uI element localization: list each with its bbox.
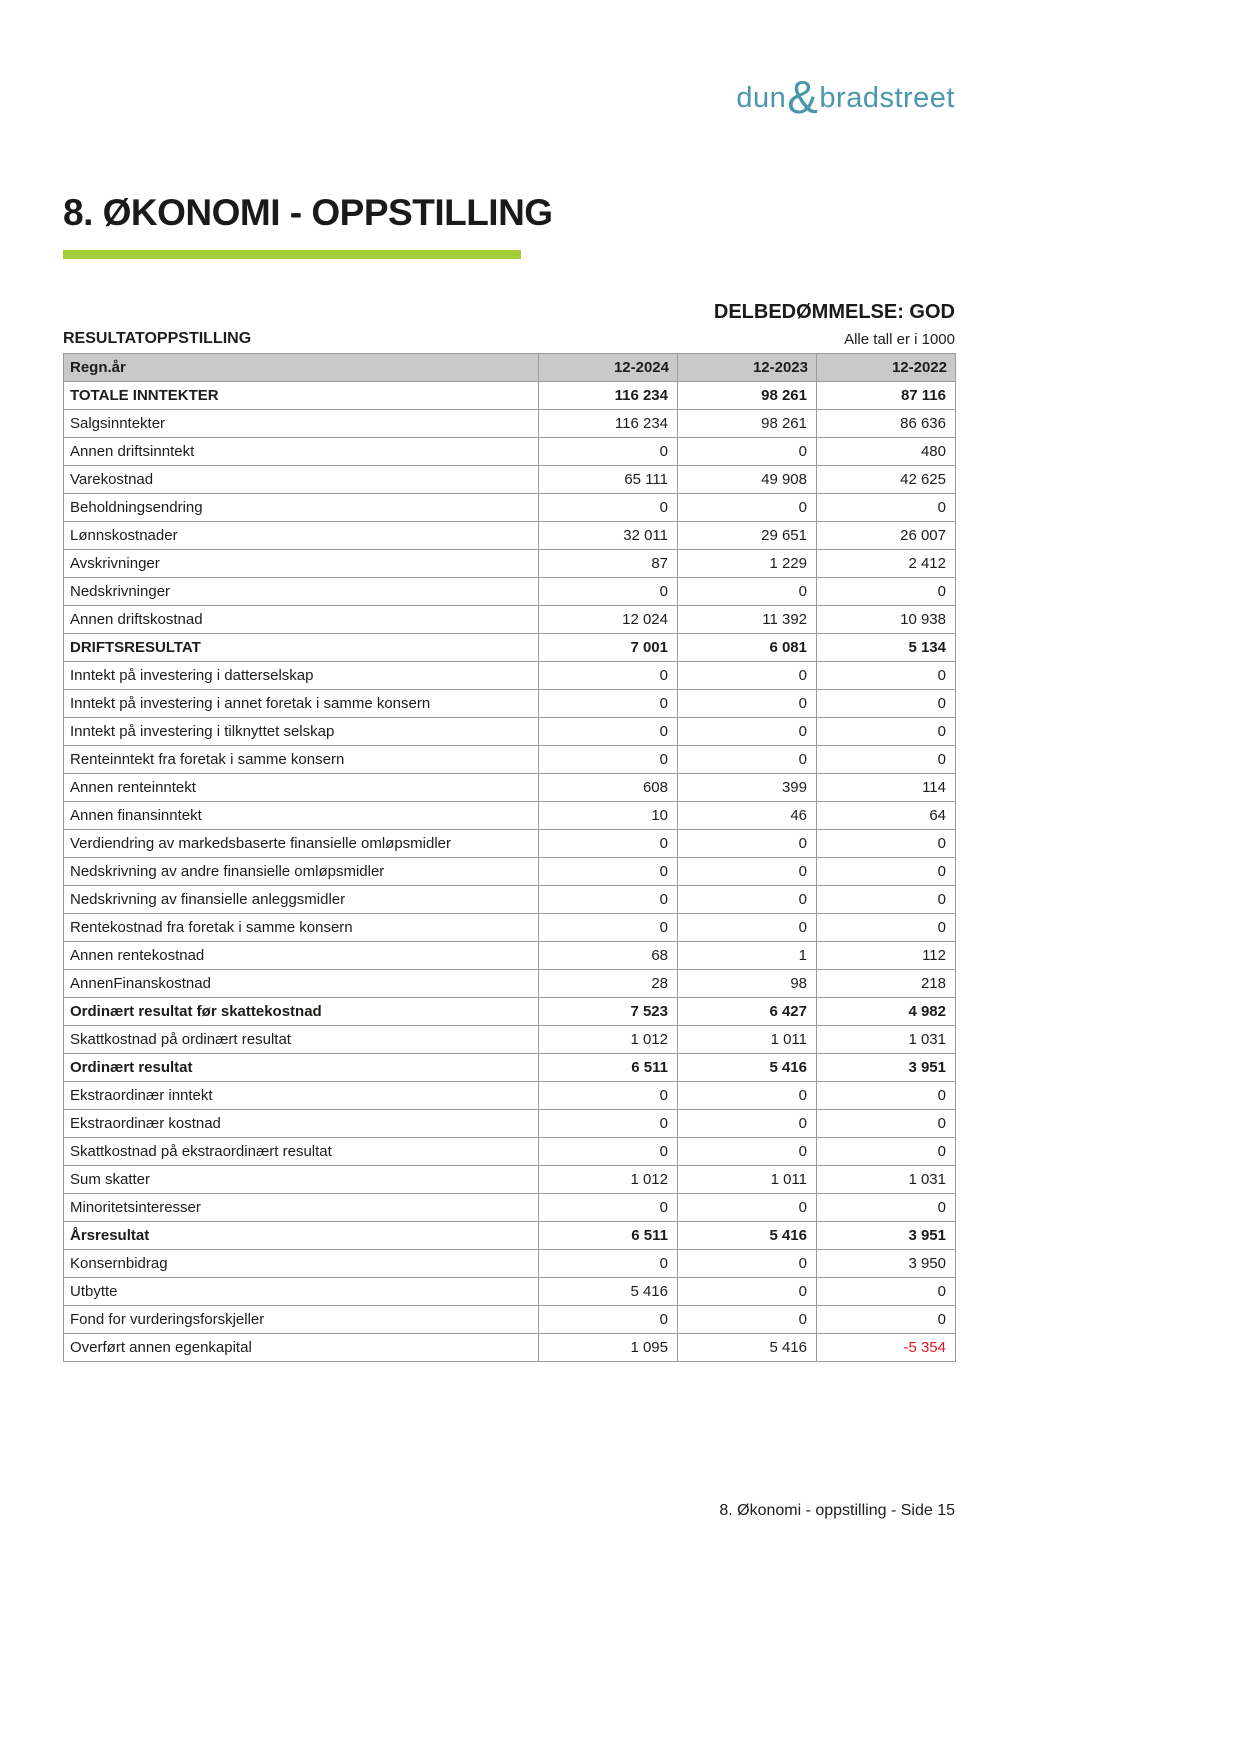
row-value: 1 095	[539, 1334, 678, 1362]
table-header-row	[64, 354, 956, 382]
row-label: Fond for vurderingsforskjeller	[64, 1306, 539, 1334]
row-label: Rentekostnad fra foretak i samme konsern	[64, 914, 539, 942]
row-label: Nedskrivninger	[64, 578, 539, 606]
row-label: Nedskrivning av finansielle anleggsmidler	[64, 886, 539, 914]
row-value: 28	[539, 970, 678, 998]
row-value: 0	[678, 830, 817, 858]
title-accent-bar	[63, 250, 521, 259]
table-row	[64, 858, 956, 886]
table-row	[64, 1334, 956, 1362]
row-label: Skattkostnad på ordinært resultat	[64, 1026, 539, 1054]
row-value: 0	[539, 718, 678, 746]
row-value: 0	[678, 438, 817, 466]
row-value: 6 511	[539, 1054, 678, 1082]
row-value: 0	[678, 1082, 817, 1110]
row-value: 5 416	[678, 1334, 817, 1362]
row-value: 3 951	[817, 1222, 956, 1250]
row-value: 98 261	[678, 382, 817, 410]
table-row	[64, 578, 956, 606]
assessment-heading: DELBEDØMMELSE: GOD	[713, 301, 955, 323]
row-label: AnnenFinanskostnad	[64, 970, 539, 998]
table-row	[64, 438, 956, 466]
row-label: Ekstraordinær inntekt	[64, 1082, 539, 1110]
row-value: 0	[678, 1194, 817, 1222]
row-value: 86 636	[817, 410, 956, 438]
row-value: 6 427	[678, 998, 817, 1026]
row-value: 0	[678, 914, 817, 942]
row-label: Nedskrivning av andre finansielle omløpsmidler	[64, 858, 539, 886]
table-row	[64, 522, 956, 550]
table-title: RESULTATOPPSTILLING	[63, 330, 252, 347]
row-value: 0	[678, 1306, 817, 1334]
row-value: 114	[817, 774, 956, 802]
row-value: 0	[539, 662, 678, 690]
row-value: 0	[678, 578, 817, 606]
row-label: Annen finansinntekt	[64, 802, 539, 830]
row-value: 0	[817, 1138, 956, 1166]
row-label: Annen driftsinntekt	[64, 438, 539, 466]
row-value: 0	[817, 746, 956, 774]
dun-bradstreet-logo	[63, 68, 955, 123]
row-value: 0	[539, 578, 678, 606]
column-header-regnar: Regn.år	[64, 354, 539, 382]
row-value: 0	[817, 1194, 956, 1222]
row-value: 0	[817, 1082, 956, 1110]
table-row	[64, 690, 956, 718]
row-value: 480	[817, 438, 956, 466]
row-value: 218	[817, 970, 956, 998]
table-row	[64, 886, 956, 914]
logo-ampersand-icon: &	[787, 71, 819, 123]
row-label: Varekostnad	[64, 466, 539, 494]
row-value: 7 001	[539, 634, 678, 662]
row-value: 11 392	[678, 606, 817, 634]
row-value: 0	[539, 494, 678, 522]
row-label: Renteinntekt fra foretak i samme konsern	[64, 746, 539, 774]
row-value: 0	[678, 1278, 817, 1306]
row-value: 0	[678, 746, 817, 774]
row-value: 29 651	[678, 522, 817, 550]
table-row	[64, 1166, 956, 1194]
row-label: TOTALE INNTEKTER	[64, 382, 539, 410]
row-value: 87	[539, 550, 678, 578]
row-label: Verdiendring av markedsbaserte finansielle omløpsmidler	[64, 830, 539, 858]
row-label: Årsresultat	[64, 1222, 539, 1250]
row-value: 0	[539, 1306, 678, 1334]
table-row	[64, 942, 956, 970]
table-row	[64, 662, 956, 690]
row-value: 1 012	[539, 1026, 678, 1054]
row-label: Inntekt på investering i tilknyttet selskap	[64, 718, 539, 746]
row-value: 0	[817, 914, 956, 942]
row-value: 0	[678, 1250, 817, 1278]
row-value: 0	[817, 886, 956, 914]
row-value: 1 229	[678, 550, 817, 578]
row-value: 399	[678, 774, 817, 802]
row-label: Annen renteinntekt	[64, 774, 539, 802]
row-value: 0	[539, 1082, 678, 1110]
row-value: 3 950	[817, 1250, 956, 1278]
row-value: 1 031	[817, 1166, 956, 1194]
row-value: 0	[817, 1278, 956, 1306]
row-label: Salgsinntekter	[64, 410, 539, 438]
row-label: Utbytte	[64, 1278, 539, 1306]
table-row	[64, 466, 956, 494]
row-value: 5 416	[678, 1054, 817, 1082]
row-value: 0	[678, 1110, 817, 1138]
row-value: 112	[817, 942, 956, 970]
table-heading-row	[63, 330, 955, 348]
row-value: 6 511	[539, 1222, 678, 1250]
table-row	[64, 718, 956, 746]
table-row	[64, 1306, 956, 1334]
row-value: 7 523	[539, 998, 678, 1026]
row-value: 10 938	[817, 606, 956, 634]
content-area	[63, 0, 955, 1362]
table-row	[64, 802, 956, 830]
table-row	[64, 746, 956, 774]
row-value: 32 011	[539, 522, 678, 550]
unit-note: Alle tall er i 1000	[844, 331, 955, 348]
table-row	[64, 382, 956, 410]
row-value: 0	[539, 746, 678, 774]
row-value: 6 081	[678, 634, 817, 662]
table-row	[64, 410, 956, 438]
row-value: 0	[539, 438, 678, 466]
row-value: 1 011	[678, 1026, 817, 1054]
page-title: 8. ØKONOMI - OPPSTILLING	[63, 192, 553, 233]
row-value: 4 982	[817, 998, 956, 1026]
table-row	[64, 1026, 956, 1054]
row-value: 116 234	[539, 410, 678, 438]
row-value: 0	[817, 1306, 956, 1334]
table-row	[64, 970, 956, 998]
row-value: 1 031	[817, 1026, 956, 1054]
row-value: 10	[539, 802, 678, 830]
row-value: 0	[817, 578, 956, 606]
row-value: 68	[539, 942, 678, 970]
row-value: 0	[678, 858, 817, 886]
row-value: 49 908	[678, 466, 817, 494]
table-row	[64, 1138, 956, 1166]
row-label: Inntekt på investering i annet foretak i samme konsern	[64, 690, 539, 718]
row-value: 0	[678, 718, 817, 746]
row-value: 0	[539, 914, 678, 942]
table-row	[64, 1194, 956, 1222]
table-row	[64, 830, 956, 858]
row-value: 1 011	[678, 1166, 817, 1194]
row-label: Overført annen egenkapital	[64, 1334, 539, 1362]
table-row	[64, 998, 956, 1026]
row-label: Annen rentekostnad	[64, 942, 539, 970]
table-row	[64, 1082, 956, 1110]
row-value: 3 951	[817, 1054, 956, 1082]
row-value: 0	[817, 830, 956, 858]
row-label: Konsernbidrag	[64, 1250, 539, 1278]
row-value: 0	[817, 718, 956, 746]
table-row	[64, 634, 956, 662]
row-value: 1	[678, 942, 817, 970]
table-row	[64, 1250, 956, 1278]
row-value: 2 412	[817, 550, 956, 578]
table-row	[64, 1278, 956, 1306]
row-value: 0	[817, 1110, 956, 1138]
row-value: 0	[539, 1194, 678, 1222]
row-value: 5 416	[678, 1222, 817, 1250]
row-value: 608	[539, 774, 678, 802]
row-value: 87 116	[817, 382, 956, 410]
table-row	[64, 914, 956, 942]
column-header-2024: 12-2024	[539, 354, 678, 382]
row-label: Lønnskostnader	[64, 522, 539, 550]
row-label: Ordinært resultat før skattekostnad	[64, 998, 539, 1026]
row-value: 0	[817, 662, 956, 690]
row-value: 116 234	[539, 382, 678, 410]
table-row	[64, 550, 956, 578]
row-value: 0	[539, 1110, 678, 1138]
row-value: 0	[817, 690, 956, 718]
row-value: 0	[539, 1138, 678, 1166]
row-value: 5 416	[539, 1278, 678, 1306]
row-label: Ekstraordinær kostnad	[64, 1110, 539, 1138]
table-row	[64, 1222, 956, 1250]
row-value: 1 012	[539, 1166, 678, 1194]
row-value: 0	[678, 690, 817, 718]
table-row	[64, 774, 956, 802]
row-value: 98 261	[678, 410, 817, 438]
row-label: Minoritetsinteresser	[64, 1194, 539, 1222]
table-row	[64, 606, 956, 634]
row-value: 42 625	[817, 466, 956, 494]
row-label: Skattkostnad på ekstraordinært resultat	[64, 1138, 539, 1166]
row-value: 0	[539, 858, 678, 886]
column-header-2023: 12-2023	[678, 354, 817, 382]
row-value: 12 024	[539, 606, 678, 634]
logo-word-dun: dun	[736, 82, 787, 114]
table-row	[64, 494, 956, 522]
row-value: 5 134	[817, 634, 956, 662]
row-label: Ordinært resultat	[64, 1054, 539, 1082]
column-header-2022: 12-2022	[817, 354, 956, 382]
row-value: 0	[817, 494, 956, 522]
row-label: DRIFTSRESULTAT	[64, 634, 539, 662]
table-row	[64, 1110, 956, 1138]
result-statement-table	[63, 353, 956, 1362]
row-label: Inntekt på investering i datterselskap	[64, 662, 539, 690]
row-value: 98	[678, 970, 817, 998]
row-value: 0	[817, 858, 956, 886]
row-value: 65 111	[539, 466, 678, 494]
row-value: 46	[678, 802, 817, 830]
row-value: 0	[539, 830, 678, 858]
row-value: -5 354	[817, 1334, 956, 1362]
logo-word-bradstreet: bradstreet	[819, 82, 955, 114]
row-label: Annen driftskostnad	[64, 606, 539, 634]
row-label: Sum skatter	[64, 1166, 539, 1194]
row-value: 0	[678, 1138, 817, 1166]
table-row	[64, 1054, 956, 1082]
row-label: Beholdningsendring	[64, 494, 539, 522]
row-value: 0	[678, 886, 817, 914]
row-value: 0	[539, 886, 678, 914]
row-value: 0	[539, 1250, 678, 1278]
row-value: 26 007	[817, 522, 956, 550]
row-label: Avskrivninger	[64, 550, 539, 578]
row-value: 0	[678, 662, 817, 690]
page-footer: 8. Økonomi - oppstilling - Side 15	[719, 1502, 955, 1519]
row-value: 64	[817, 802, 956, 830]
row-value: 0	[678, 494, 817, 522]
row-value: 0	[539, 690, 678, 718]
